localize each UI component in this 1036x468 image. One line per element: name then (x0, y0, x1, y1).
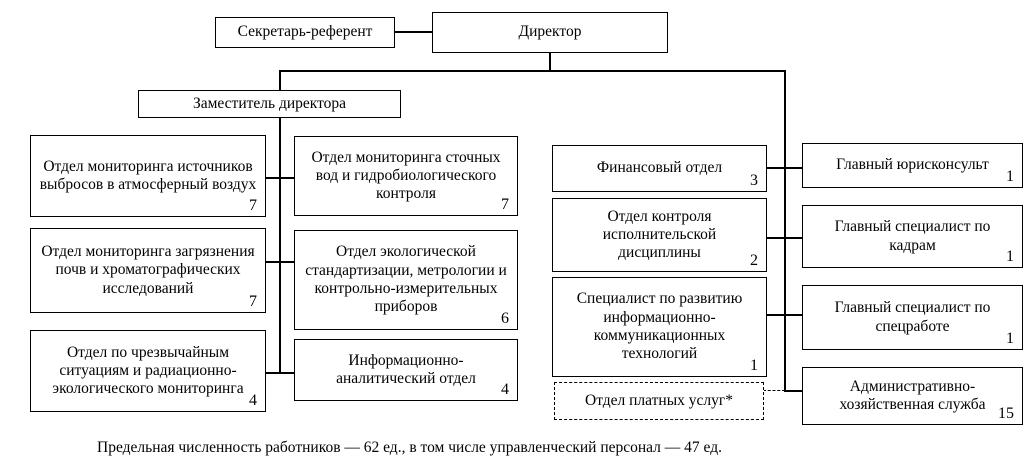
chief-hr-specialist (802, 205, 1023, 268)
box-secretary-referent (215, 17, 395, 48)
dept-finance (552, 145, 767, 192)
dept-title: Финансовый отдел (596, 159, 723, 177)
connector-admin-service (784, 390, 803, 392)
dept-eco-standardization (294, 230, 518, 330)
connector-finance (767, 167, 803, 169)
connector-left-trunk (279, 118, 281, 374)
dept-soil-monitoring (30, 228, 266, 313)
connector-pair-2 (266, 261, 295, 263)
box-label: Секретарь-референт (237, 23, 373, 41)
dept-title: Отдел мониторинга загрязнения почв и хроматографических исследований (41, 243, 255, 297)
box-director (432, 12, 668, 53)
footer-note: Предельная численность работников — 62 ед., в том числе управленческий персонал — 47 ед. (97, 439, 722, 456)
box-label: Директор (518, 23, 582, 41)
dept-info-analytics (294, 339, 518, 401)
dept-staff-count: 4 (501, 381, 509, 399)
dept-emergency-radiation-monitoring (30, 330, 266, 412)
dept-title: Отдел мониторинга источников выбросов в атмосферный воздух (39, 157, 257, 193)
dept-staff-count: 1 (1006, 168, 1014, 186)
dept-title: Отдел мониторинга сточных вод и гидробиологического контроля (311, 148, 501, 203)
dept-title: Специалист по развитию информационно-коммуникационных технологий (576, 290, 743, 363)
box-deputy-director (138, 90, 401, 118)
admin-household-service (802, 367, 1023, 425)
connector-director-down (549, 53, 551, 71)
dept-title: Отдел платных услуг* (585, 391, 733, 409)
chief-legal-counsel (802, 143, 1023, 188)
dept-title: Главный специалист по кадрам (834, 218, 991, 254)
connector-pair-3 (266, 372, 295, 374)
dept-staff-count: 15 (998, 405, 1014, 423)
dept-staff-count: 6 (501, 310, 509, 328)
dept-staff-count: 1 (1006, 248, 1014, 266)
box-label: Заместитель директора (192, 94, 347, 112)
dept-wastewater-monitoring (294, 136, 518, 216)
dept-staff-count: 2 (750, 252, 758, 270)
chief-special-work-specialist (802, 285, 1023, 350)
connector-right-trunk (784, 70, 786, 392)
dept-staff-count: 3 (750, 172, 758, 190)
dept-title: Отдел экологической стандартизации, метрологии и контрольно-измерительных приборов (305, 243, 507, 316)
dept-executive-discipline (552, 198, 767, 272)
connector-secretary-director (395, 31, 432, 33)
dept-staff-count: 7 (501, 196, 509, 214)
dept-title: Главный юрисконсульт (836, 156, 989, 174)
dept-staff-count: 7 (249, 197, 257, 215)
dept-title: Главный специалист по спецработе (834, 299, 991, 335)
dept-staff-count: 4 (249, 392, 257, 410)
dept-staff-count: 1 (1006, 330, 1014, 348)
dept-title: Информационно-аналитический отдел (336, 351, 476, 387)
dept-paid-services (554, 382, 764, 420)
dept-title: Административно-хозяйственная служба (839, 377, 986, 413)
connector-main-rail (279, 70, 786, 72)
connector-paid-services-dashed (763, 390, 785, 391)
dept-emissions-monitoring (30, 135, 266, 217)
connector-ict (767, 314, 803, 316)
dept-title: Отдел контроля исполнительской дисциплины (602, 207, 717, 262)
dept-title: Отдел по чрезвычайным ситуациям и радиационно-экологического мониторинга (52, 343, 244, 398)
specialist-ict-development (552, 277, 767, 377)
connector-deputy-drop (279, 70, 281, 91)
dept-staff-count: 7 (249, 293, 257, 311)
dept-staff-count: 1 (750, 357, 758, 375)
connector-pair-1 (266, 177, 295, 179)
connector-discipline (767, 237, 803, 239)
